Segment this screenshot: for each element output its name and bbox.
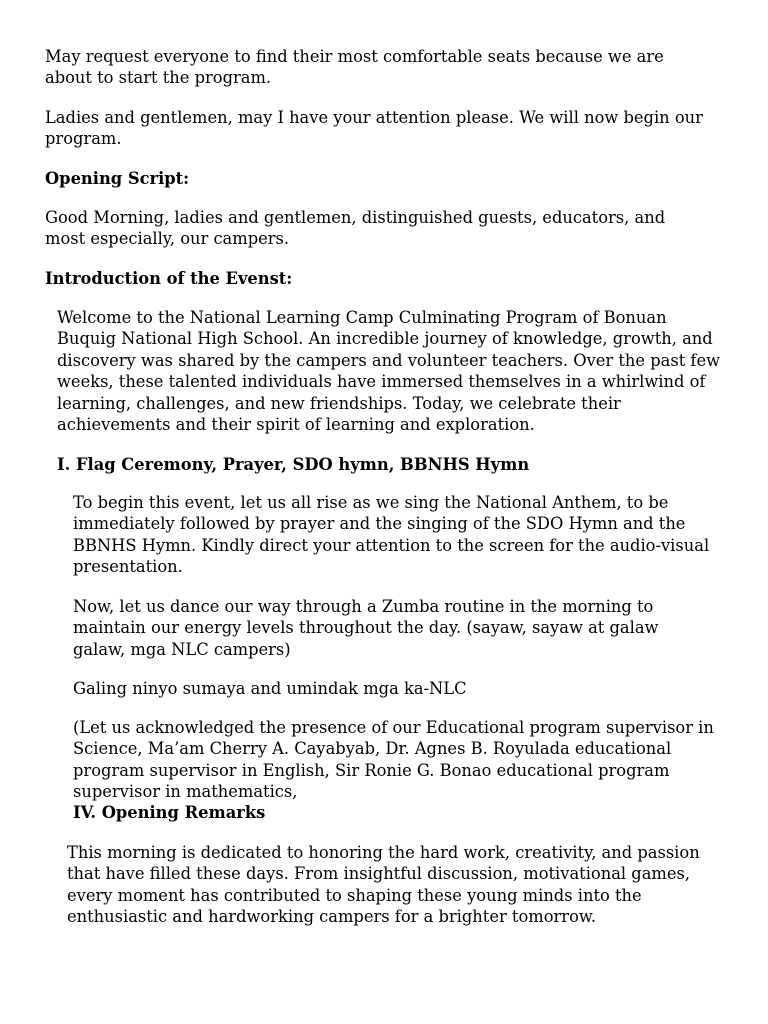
paragraph-opening-remarks: This morning is dedicated to honoring the hard work, creativity, and passion that have filled these days. From insightful discussion, motivational games, every moment has contributed to shaping these young minds into the enthusiastic and hardworking campers for a brighter tomorrow.: [67, 843, 700, 927]
heading-opening-remarks: IV. Opening Remarks: [73, 803, 266, 822]
paragraph-welcome: Welcome to the National Learning Camp Culminating Program of Bonuan Buquig National High School. An incredible journey of knowledge, growth, and discovery was shared by the campers and volunteer teachers. Over the past few weeks, these talented individuals have immersed themselves in a whirlwind of learning, challenges, and new friendships. Today, we celebrate their achievements and their spirit of learning and exploration.: [57, 308, 721, 435]
heading-introduction: Introduction of the Evenst:: [45, 269, 293, 288]
heading-opening-script: Opening Script:: [45, 169, 190, 188]
paragraph-galing: Galing ninyo sumaya and umindak mga ka-NLC: [73, 679, 467, 698]
paragraph-attention-request: Ladies and gentlemen, may I have your attention please. We will now begin our program.: [45, 108, 703, 149]
paragraph-good-morning: Good Morning, ladies and gentlemen, distinguished guests, educators, and most especially, our campers.: [45, 208, 666, 249]
paragraph-national-anthem: To begin this event, let us all rise as we sing the National Anthem, to be immediately followed by prayer and the singing of the SDO Hymn and the BBNHS Hymn. Kindly direct your attention to the screen for the audio-visual presentation.: [73, 493, 710, 577]
heading-flag-ceremony: I. Flag Ceremony, Prayer, SDO hymn, BBNHS Hymn: [57, 455, 530, 474]
paragraph-zumba: Now, let us dance our way through a Zumba routine in the morning to maintain our energy levels throughout the day. (sayaw, sayaw at galaw galaw, mga NLC campers): [73, 597, 659, 659]
paragraph-seating-request: May request everyone to find their most comfortable seats because we are about to start the program.: [45, 47, 664, 88]
paragraph-acknowledgement: (Let us acknowledged the presence of our Educational program supervisor in Science, Ma’am Cherry A. Cayabyab, Dr. Agnes B. Royulada educational program supervisor in English, Sir Ronie G. Bonao educational program supervisor in mathematics,: [73, 718, 714, 802]
